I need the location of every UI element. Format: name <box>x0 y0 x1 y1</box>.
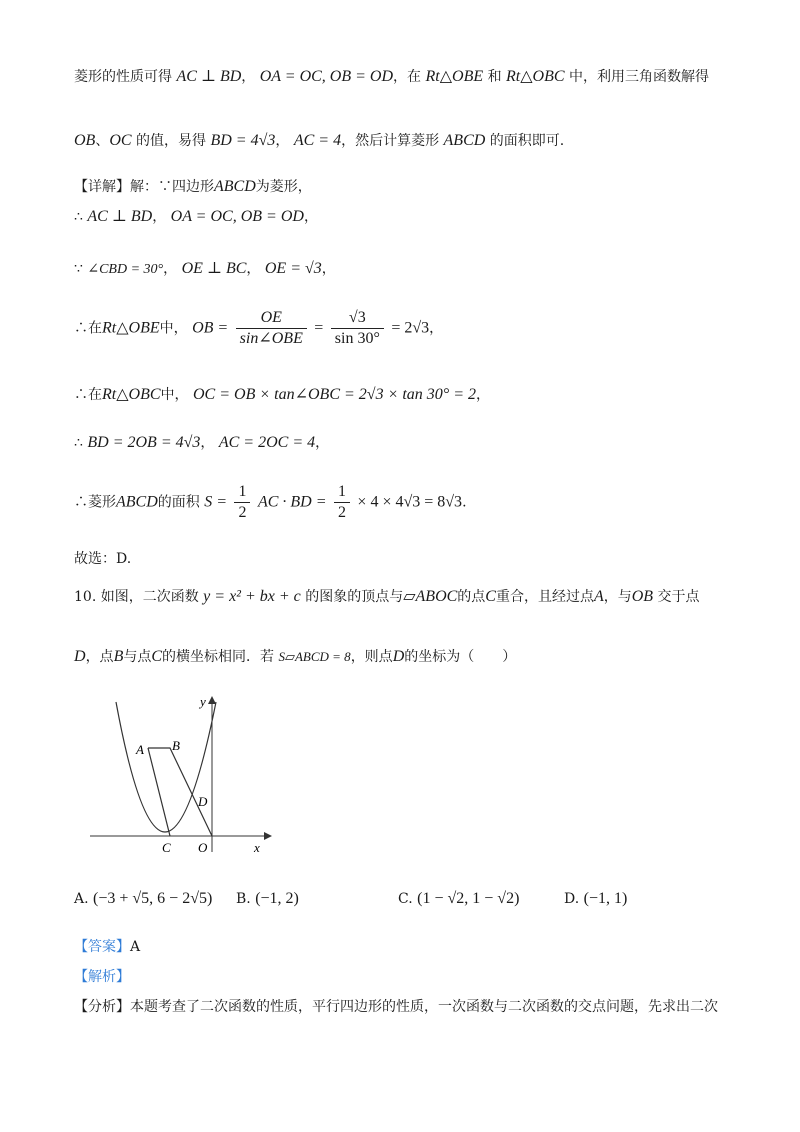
label-C: C <box>162 840 171 855</box>
fraction-half-2: $\frac{1}{2}$ <box>334 482 350 523</box>
detail-label: 【详解】 <box>74 179 130 195</box>
detail-step-2: ∴ AC ⊥ BD， OA = OC, OB = OD， <box>74 208 318 225</box>
label-A: A <box>136 742 144 757</box>
analysis-line-1: 菱形的性质可得 AC ⊥ BD， OA = OC, OB = OD，在 Rt△OBE 和 Rt△OBC 中，利用三角函数解得 <box>74 68 709 85</box>
option-c[interactable]: C. (1 − √2, 1 − √2) <box>398 890 520 907</box>
detail-step-7: ∴菱形ABCD的面积 S = $\frac{1}{2}$ AC · BD = $\frac{1}{2}$ × 4 × 4√3 = 8√3. <box>74 483 467 521</box>
label-D: D <box>198 794 208 809</box>
question-figure <box>84 692 274 862</box>
label-B: B <box>172 738 180 753</box>
x-axis-arrow-icon <box>264 832 272 840</box>
analysis-label: 【解析】 <box>74 969 130 985</box>
y-axis-arrow-icon <box>208 696 216 704</box>
detail-step-1: 【详解】解：∵四边形ABCD为菱形， <box>74 178 312 195</box>
analysis-label-line <box>74 966 740 988</box>
fenxi-label: 【分析】 <box>74 999 130 1015</box>
answer-value: A <box>130 939 141 955</box>
question-line-2: D，点B与点C的横坐标相同．若 S▱ABCD = 8，则点D的坐标为（ ） <box>74 648 517 665</box>
detail-step-3: ∵ ∠CBD = 30°， OE ⊥ BC， OE = √3， <box>74 260 336 277</box>
fraction-sqrt3-sin30: $\frac{√3}{\sin 30^\circ}$ <box>331 308 384 349</box>
question-line-1: 10. 如图，二次函数 y = x² + bx + c 的图象的顶点与▱ABOC的点C重合，且经过点A，与OB 交于点 <box>74 588 700 605</box>
label-x: x <box>254 840 260 855</box>
label-y: y <box>200 694 206 709</box>
answer-label: 【答案】 <box>74 939 130 955</box>
option-a[interactable]: A. (−3 + √5, 6 − 2√5) <box>74 890 213 907</box>
detail-step-5: ∴在Rt△OBC中， OC = OB × tan∠OBC = 2√3 × tan 30° = 2， <box>74 386 490 403</box>
option-b[interactable]: B. (−1, 2) <box>236 890 299 907</box>
detail-choose: 故选：D. <box>74 551 132 567</box>
option-d[interactable]: D. (−1, 1) <box>564 890 628 907</box>
detail-step-6: ∴ BD = 2OB = 4√3， AC = 2OC = 4， <box>74 434 330 451</box>
detail-step-4: ∴在Rt△OBE中， OB = $\frac{OE}{\text{sin∠OBE}}$ = $\frac{√3}{\sin 30^\circ}$ = 2√3， <box>74 309 444 347</box>
question-number: 10. <box>74 589 97 605</box>
analysis-line-2: OB、OC 的值，易得 BD = 4√3， AC = 4，然后计算菱形 ABCD 的面积即可. <box>74 132 565 149</box>
fraction-half-1: $\frac{1}{2}$ <box>234 482 250 523</box>
fraction-oe-sin: $\frac{OE}{\text{sin∠OBE}}$ <box>236 308 307 349</box>
analysis-fenxi-line: 【分析】本题考查了二次函数的性质，平行四边形的性质，一次函数与二次函数的交点问题，先求出二次 <box>74 999 718 1015</box>
label-O: O <box>198 840 208 855</box>
answer-line <box>74 936 740 958</box>
